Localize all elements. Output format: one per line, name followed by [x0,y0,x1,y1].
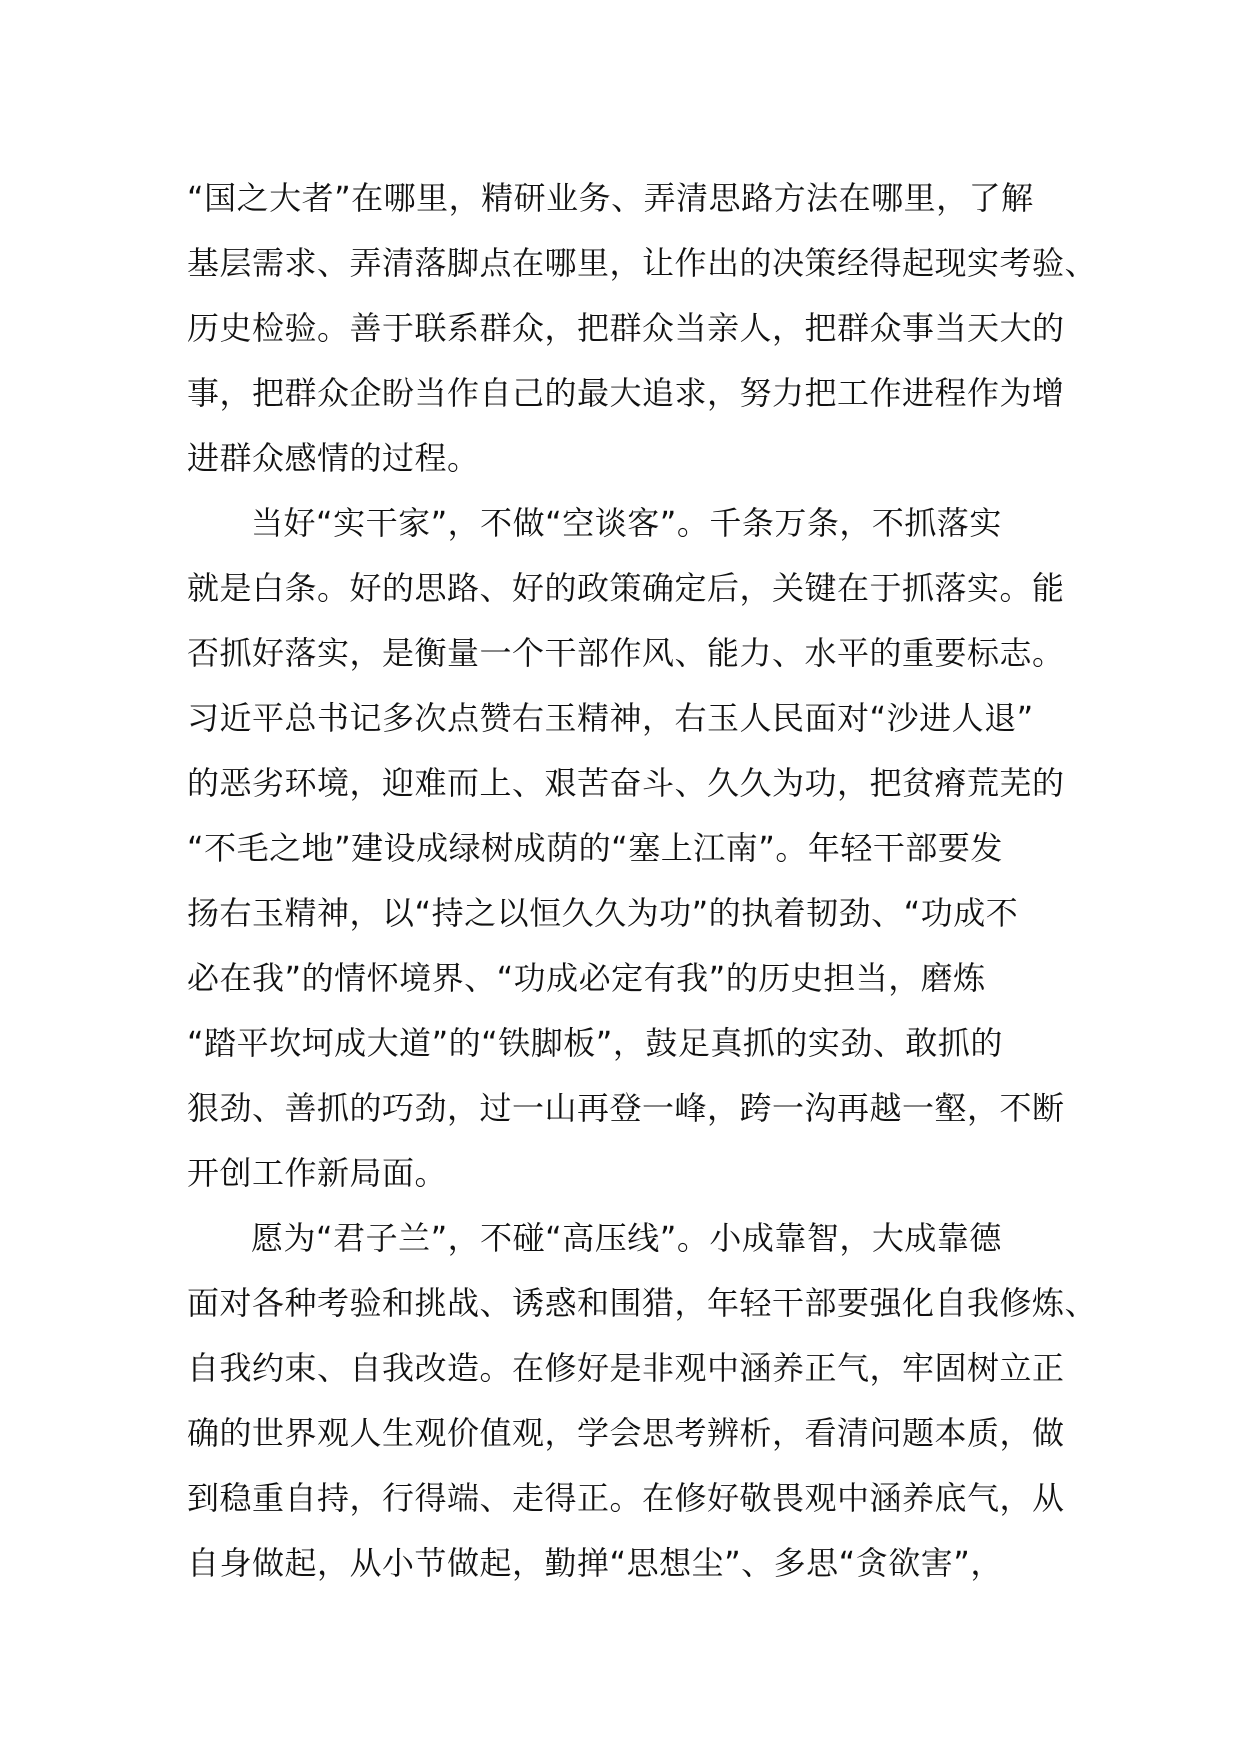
body-line-10: 的恶劣环境，迎难而上、艰苦奋斗、久久为功，把贫瘠荒芜的 [187,764,1065,802]
body-line-5: 进群众感情的过程。 [187,439,480,477]
paragraph-3-line-1: 愿为“君子兰”，不碰“高压线”。小成靠智，大成靠德 [251,1219,1002,1257]
body-line-12: 扬右玉精神，以“持之以恒久久为功”的执着韧劲、“功成不 [187,894,1019,932]
body-line-9: 习近平总书记多次点赞右玉精神，右玉人民面对“沙进人退” [187,699,1034,737]
body-line-18: 面对各种考验和挑战、诱惑和围猎，年轻干部要强化自我修炼、 [187,1284,1098,1322]
body-line-22: 自身做起，从小节做起，勤掸“思想尘”、多思“贪欲害”， [187,1544,1003,1582]
document-body [187,166,1098,1596]
body-line-13: 必在我”的情怀境界、“功成必定有我”的历史担当，磨炼 [187,959,986,997]
body-line-21: 到稳重自持，行得端、走得正。在修好敬畏观中涵养底气，从 [187,1479,1065,1517]
body-line-19: 自我约束、自我改造。在修好是非观中涵养正气，牢固树立正 [187,1349,1065,1387]
body-line-3: 历史检验。善于联系群众，把群众当亲人，把群众事当天大的 [187,309,1065,347]
body-line-1: “国之大者”在哪里，精研业务、弄清思路方法在哪里，了解 [187,179,1034,217]
body-line-11: “不毛之地”建设成绿树成荫的“塞上江南”。年轻干部要发 [187,829,1003,867]
body-line-15: 狠劲、善抓的巧劲，过一山再登一峰，跨一沟再越一壑，不断 [187,1089,1065,1127]
body-line-7: 就是白条。好的思路、好的政策确定后，关键在于抓落实。能 [187,569,1065,607]
body-line-8: 否抓好落实，是衡量一个干部作风、能力、水平的重要标志。 [187,634,1065,672]
body-line-2: 基层需求、弄清落脚点在哪里，让作出的决策经得起现实考验、 [187,244,1098,282]
body-line-4: 事，把群众企盼当作自己的最大追求，努力把工作进程作为增 [187,374,1065,412]
body-line-14: “踏平坎坷成大道”的“铁脚板”，鼓足真抓的实劲、敢抓的 [187,1024,1003,1062]
body-line-20: 确的世界观人生观价值观，学会思考辨析，看清问题本质，做 [187,1414,1065,1452]
paragraph-2-line-1: 当好“实干家”，不做“空谈客”。千条万条，不抓落实 [251,504,1002,542]
body-line-16: 开创工作新局面。 [187,1154,448,1192]
